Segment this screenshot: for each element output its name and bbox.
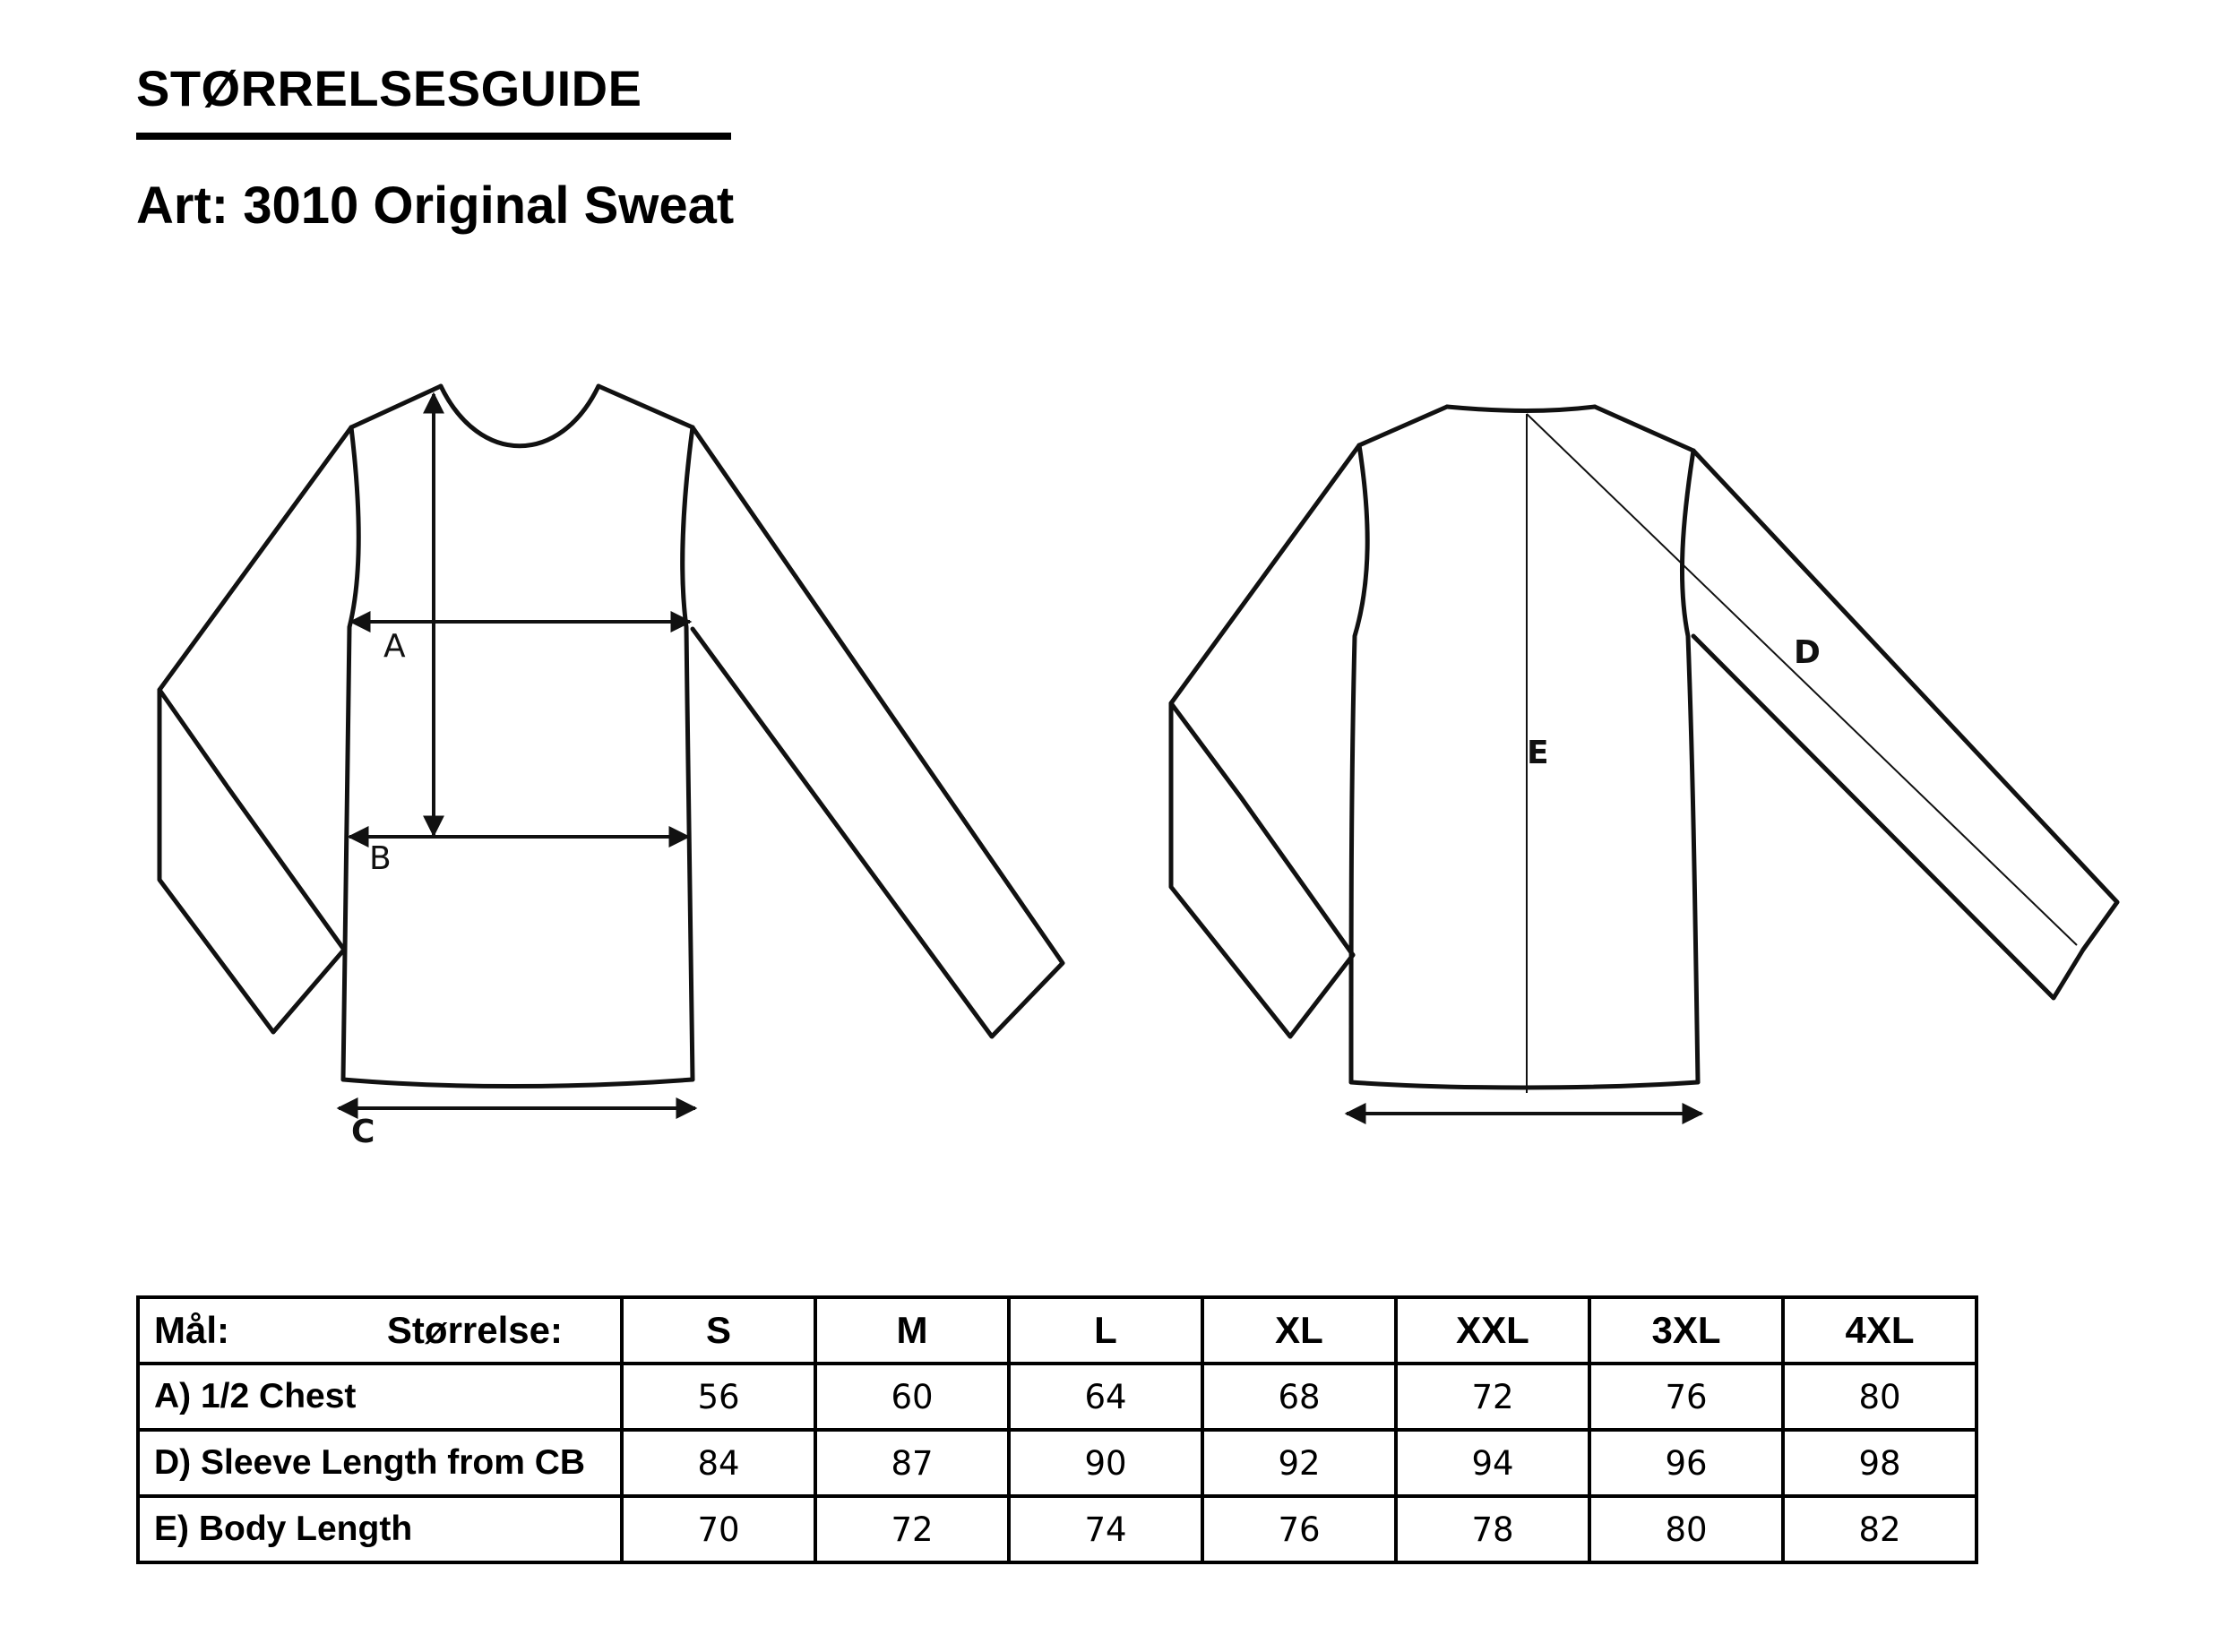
row-label: A) 1/2 Chest xyxy=(138,1364,622,1430)
size-col-s: S xyxy=(622,1297,815,1364)
front-label-b: B xyxy=(369,840,392,877)
table-cell: 84 xyxy=(622,1430,815,1496)
size-col-xl: XL xyxy=(1202,1297,1396,1364)
table-header-row xyxy=(138,1297,1977,1364)
size-header: Størrelse: xyxy=(386,1309,563,1351)
header-label-cell xyxy=(138,1297,622,1364)
front-sweater-outline xyxy=(159,386,1063,1087)
size-col-3xl: 3XL xyxy=(1589,1297,1783,1364)
size-col-m: M xyxy=(815,1297,1009,1364)
table-cell: 78 xyxy=(1396,1496,1589,1562)
size-col-4xl: 4XL xyxy=(1783,1297,1977,1364)
table-cell: 56 xyxy=(622,1364,815,1430)
size-col-xxl: XXL xyxy=(1396,1297,1589,1364)
row-label: D) Sleeve Length from CB xyxy=(138,1430,622,1496)
back-sweater-outline xyxy=(1171,407,2117,1088)
table-cell: 94 xyxy=(1396,1430,1589,1496)
table-cell: 80 xyxy=(1783,1364,1977,1430)
table-cell: 76 xyxy=(1589,1364,1783,1430)
row-label: E) Body Length xyxy=(138,1496,622,1562)
table-row xyxy=(138,1430,1977,1496)
front-label-a: A xyxy=(383,628,406,665)
table-cell: 60 xyxy=(815,1364,1009,1430)
front-measure-arrows xyxy=(339,394,695,1108)
table-cell: 96 xyxy=(1589,1430,1783,1496)
back-measure-lines xyxy=(1347,414,2077,1114)
table-cell: 70 xyxy=(622,1496,815,1562)
page-title: STØRRELSESGUIDE xyxy=(136,60,642,116)
table-row xyxy=(138,1496,1977,1562)
table-cell: 68 xyxy=(1202,1364,1396,1430)
table-cell: 98 xyxy=(1783,1430,1977,1496)
table-cell: 64 xyxy=(1009,1364,1202,1430)
size-table xyxy=(136,1295,1978,1564)
table-cell: 74 xyxy=(1009,1496,1202,1562)
table-cell: 82 xyxy=(1783,1496,1977,1562)
table-cell: 87 xyxy=(815,1430,1009,1496)
table-cell: 80 xyxy=(1589,1496,1783,1562)
table-cell: 72 xyxy=(815,1496,1009,1562)
table-cell: 92 xyxy=(1202,1430,1396,1496)
table-cell: 90 xyxy=(1009,1430,1202,1496)
back-label-e: E xyxy=(1527,735,1549,771)
table-cell: 72 xyxy=(1396,1364,1589,1430)
article-title: Art: 3010 Original Sweat xyxy=(136,176,735,235)
size-col-l: L xyxy=(1009,1297,1202,1364)
front-label-c: C xyxy=(351,1114,375,1150)
back-label-d: D xyxy=(1794,634,1821,671)
measure-header: Mål: xyxy=(154,1309,229,1351)
table-cell: 76 xyxy=(1202,1496,1396,1562)
table-row xyxy=(138,1364,1977,1430)
